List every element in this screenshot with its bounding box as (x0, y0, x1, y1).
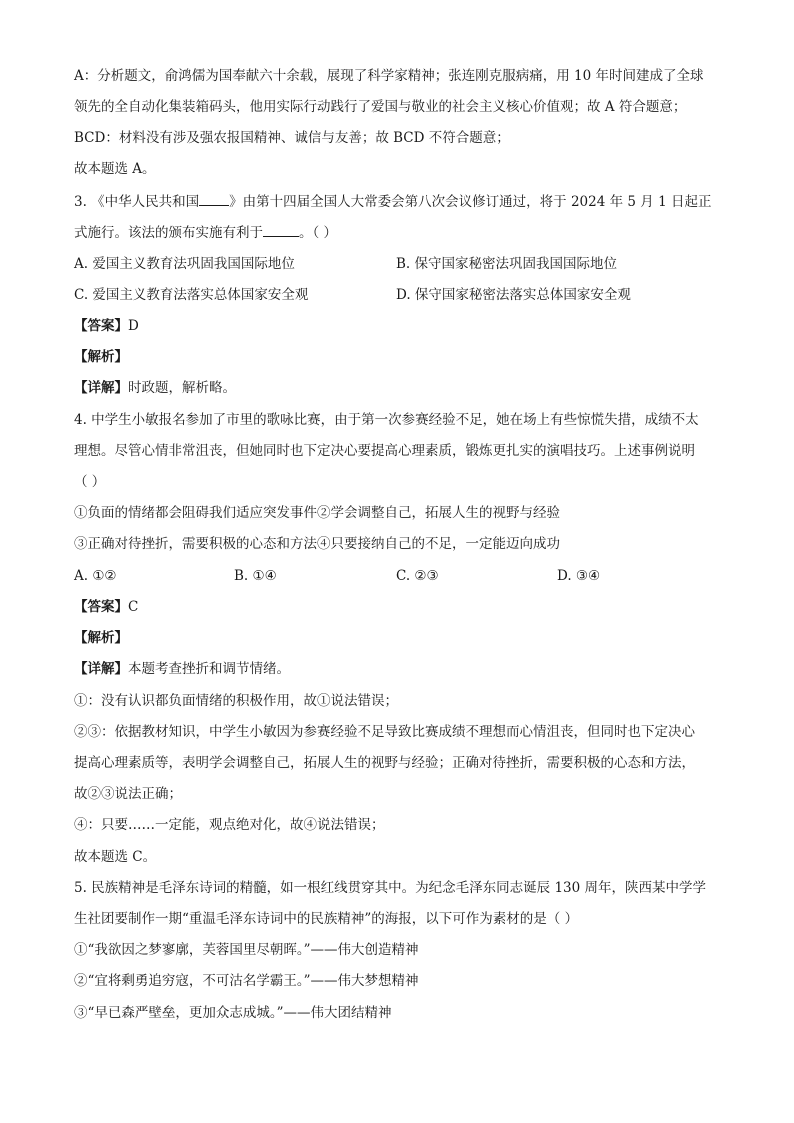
q4-statement-3-4: ③正确对待挫折，需要积极的心态和方法④只要接纳自己的不足，一定能迈向成功 (74, 536, 560, 552)
q4-option-a: A. ①② (74, 568, 117, 584)
q3-option-d: D. 保守国家秘密法落实总体国家安全观 (396, 287, 631, 303)
q4-explanation-2: ②③：依据教材知识，中学生小敏因为参赛经验不足导致比赛成绩不理想而心情沮丧，但同时也下定决心 (74, 724, 695, 740)
q4-statement-1-2: ①负面的情绪都会阻碍我们适应突发事件②学会调整自己，拓展人生的视野与经验 (74, 505, 560, 521)
q5-stem-line-1: 5. 民族精神是毛泽东诗词的精髓，如一根红线贯穿其中。为纪念毛泽东同志诞辰 130 周年，陕西某中学学 (74, 880, 707, 896)
q3-analysis-heading: 【解析】 (74, 349, 128, 365)
fill-blank (263, 222, 299, 237)
q5-stem-line-2: 生社团要制作一期“重温毛泽东诗词中的民族精神”的海报，以下可作为素材的是（ ） (74, 911, 579, 927)
q4-option-c: C. ②③ (396, 568, 439, 584)
q3-stem-line-1: 3. 《中华人民共和国 》由第十四届全国人大常委会第八次会议修订通过，将于 2024 年 5 月 1 日起正 (74, 191, 724, 212)
q5-item-2: ②“宜将剩勇追穷寇，不可沽名学霸王。”——伟大梦想精神 (74, 973, 419, 989)
q2-explanation-line-3: BCD：材料没有涉及强农报国精神、诚信与友善；故 BCD 不符合题意； (74, 130, 510, 146)
q4-explanation-3: 提高心理素质等，表明学会调整自己，拓展人生的视野与经验；正确对待挫折，需要积极的心态和方法， (74, 755, 695, 771)
q3-option-c: C. 爱国主义教育法落实总体国家安全观 (74, 287, 309, 303)
q3-option-a: A. 爱国主义教育法巩固我国国际地位 (74, 256, 295, 272)
q4-answer: 【答案】C (74, 599, 139, 615)
q5-item-1: ①“我欲因之梦寥廓，芙蓉国里尽朝晖。”——伟大创造精神 (74, 942, 419, 958)
q4-stem-line-2: 理想。尽管心情非常沮丧，但她同时也下定决心要提高心理素质，锻炼更扎实的演唱技巧。上述事例说明 (74, 443, 695, 459)
q3-stem-line-2: 式施行。该法的颁布实施有利于 。（ ） (74, 222, 724, 243)
q4-explanation-1: ①：没有认识都负面情绪的积极作用，故①说法错误； (74, 693, 398, 709)
q5-item-3: ③“早已森严壁垒，更加众志成城。”——伟大团结精神 (74, 1005, 392, 1021)
q4-conclusion: 故本题选 C。 (74, 849, 157, 865)
q2-conclusion: 故本题选 A。 (74, 161, 156, 177)
fill-blank (199, 191, 229, 206)
q4-detail: 【详解】本题考查挫折和调节情绪。 (74, 661, 290, 677)
q3-detail: 【详解】时政题，解析略。 (74, 380, 236, 396)
q2-explanation-line-2: 领先的全自动化集装箱码头，他用实际行动践行了爱国与敬业的社会主义核心价值观；故 A 符合题意； (74, 99, 687, 115)
q4-stem-line-1: 4. 中学生小敏报名参加了市里的歌咏比赛，由于第一次参赛经验不足，她在场上有些惊慌失措，成绩不太 (74, 412, 699, 428)
q4-option-b: B. ①④ (234, 568, 277, 584)
q2-explanation-line-1: A：分析题文，俞鸿儒为国奉献六十余载，展现了科学家精神；张连刚克服病痛，用 10 年时间建成了全球 (74, 68, 704, 84)
q3-option-b: B. 保守国家秘密法巩固我国国际地位 (396, 256, 618, 272)
q4-explanation-5: ④：只要……一定能，观点绝对化，故④说法错误； (74, 817, 385, 833)
q4-stem-line-3: （ ） (74, 474, 106, 490)
q4-option-d: D. ③④ (557, 568, 601, 584)
q4-analysis-heading: 【解析】 (74, 630, 128, 646)
q4-explanation-4: 故②③说法正确； (74, 786, 182, 802)
q3-answer: 【答案】D (74, 318, 139, 334)
